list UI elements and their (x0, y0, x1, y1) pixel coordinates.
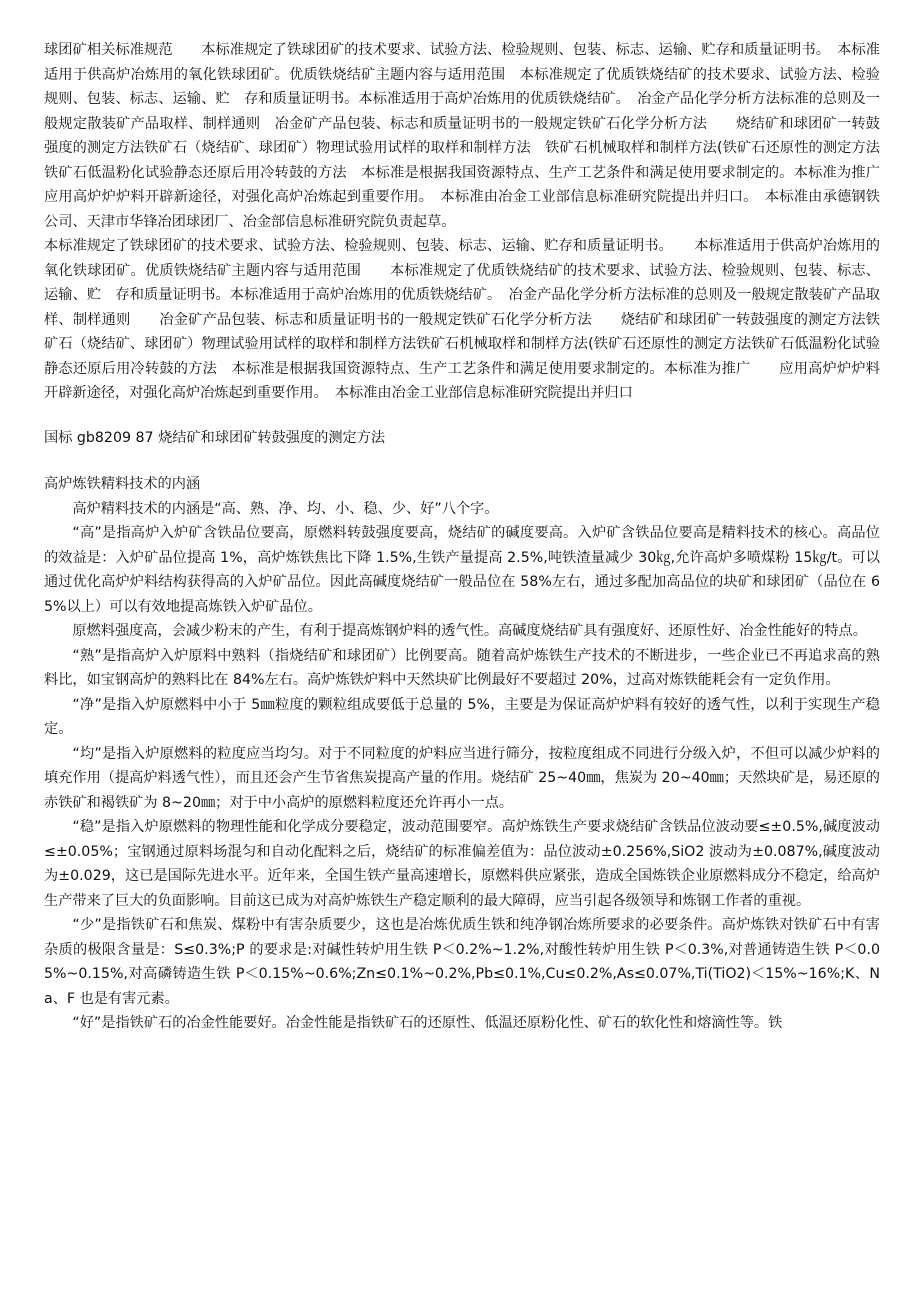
body-paragraph-shao: “少”是指铁矿石和焦炭、煤粉中有害杂质要少，这也是冶炼优质生铁和纯净钢冶炼所要求的必要条件。高炉炼铁对铁矿石中有害杂质的极限含量是：S≤0.3%;P 的要求是:对碱性转炉用生铁 P＜0.2%~1.2%,对酸性转炉用生铁 P＜0.3%,对普通铸造生铁 P＜0.05%~0.15%,对高磷铸造生铁 P＜0.15%~0.6%;Zn≤0.1%~0.2%,Pb≤0.1%,Cu≤0.2%,As≤0.07%,Ti(TiO2)＜15%~16%;K、Na、F 也是有害元素。 (44, 917, 880, 1007)
body-paragraph-gao: “高”是指高炉入炉矿含铁品位要高，原燃料转鼓强度要高，烧结矿的碱度要高。入炉矿含铁品位要高是精料技术的核心。高品位的效益是：入炉矿品位提高 1%，高炉炼铁焦比下降 1.5%,生铁产量提高 2.5%,吨铁渣量减少 30㎏,允许高炉多喷煤粉 15㎏/t。可以通过优化高炉炉料结构获得高的入炉矿品位。因此高碱度烧结矿一般品位在 58%左右，通过多配加高品位的块矿和球团矿（品位在 65%以上）可以有效地提高炼铁入炉矿品位。 (44, 525, 880, 615)
body-paragraph-jing: “净”是指入炉原燃料中小于 5㎜粒度的颗粒组成要低于总量的 5%，主要是为保证高炉炉料有较好的透气性，以利于实现生产稳定。 (44, 696, 880, 737)
body-paragraph-jun: “均”是指入炉原燃料的粒度应当均匀。对于不同粒度的炉料应当进行筛分，按粒度组成不同进行分级入炉，不但可以减少炉料的填充作用（提高炉料透气性），而且还会产生节省焦炭提高产量的作用。烧结矿 25~40㎜，焦炭为 20~40㎜；天然块矿是，易还原的赤铁矿和褐铁矿为 8~20㎜；对于中小高炉的原燃料粒度还允许再小一点。 (44, 745, 880, 811)
body-paragraph: 高炉精料技术的内涵是“高、熟、净、均、小、稳、少、好”八个字。 (72, 500, 499, 517)
body-paragraph-wen: “稳”是指入炉原燃料的物理性能和化学成分要稳定，波动范围要窄。高炉炼铁生产要求烧结矿含铁品位波动要≤±0.5%,碱度波动≤±0.05%；宝钢通过原料场混匀和自动化配料之后，烧结矿的标准偏差值为：品位波动±0.256%,SiO2 波动为±0.087%,碱度波动为±0.029，这已是国际先进水平。近年来，全国生铁产量高速增长，原燃料供应紧张，造成全国炼铁企业原燃料成分不稳定，给高炉生产带来了巨大的负面影响。目前这已成为对高炉炼铁生产稳定顺利的最大障碍，应当引起各级领导和炼钢工作者的重视。 (44, 819, 880, 909)
standards-paragraph-2: 本标准规定了铁球团矿的技术要求、试验方法、检验规则、包装、标志、运输、贮存和质量证明书。 本标准适用于供高炉冶炼用的氧化铁球团矿。优质铁烧结矿主题内容与适用范围 本标准规定了优质铁烧结矿的技术要求、试验方法、检验规则、包装、标志、运输、贮 存和质量证明书。本标准适用于高炉冶炼用的优质铁烧结矿。 冶金产品化学分析方法标准的总则及一般规定散装矿产品取样、制样通则 冶金矿产品包装、标志和质量证明书的一般规定铁矿石化学分析方法 烧结矿和球团矿一转鼓强度的测定方法铁矿石（烧结矿、球团矿）物理试验用试样的取样和制样方法铁矿石机械取样和制样方法(铁矿石还原性的测定方法铁矿石低温粉化试验静态还原后用冷转鼓的方法 本标准是根据我国资源特点、生产工艺条件和满足使用要求制定的。本标准为推广 应用高炉炉炉料开辟新途径，对强化高炉冶炼起到重要作用。 本标准由冶金工业部信息标准研究院提出并归口 (44, 238, 880, 401)
section-title-refined-material: 高炉炼铁精料技术的内涵 (44, 476, 201, 492)
standards-paragraph-1: 球团矿相关标准规范 本标准规定了铁球团矿的技术要求、试验方法、检验规则、包装、标志、运输、贮存和质量证明书。 本标准适用于供高炉冶炼用的氧化铁球团矿。优质铁烧结矿主题内容与适用范围 本标准规定了优质铁烧结矿的技术要求、试验方法、检验规则、包装、标志、运输、贮 存和质量证明书。本标准适用于高炉冶炼用的优质铁烧结矿。 冶金产品化学分析方法标准的总则及一般规定散装矿产品取样、制样通则 冶金矿产品包装、标志和质量证明书的一般规定铁矿石化学分析方法 烧结矿和球团矿一转鼓强度的测定方法铁矿石（烧结矿、球团矿）物理试验用试样的取样和制样方法 铁矿石机械取样和制样方法(铁矿石还原性的测定方法铁矿石低温粉化试验静态还原后用冷转鼓的方法 本标准是根据我国资源特点、生产工艺条件和满足使用要求制定的。本标准为推广 应用高炉炉炉料开辟新途径，对强化高炉冶炼起到重要作用。 本标准由冶金工业部信息标准研究院提出并归口。 本标准由承德钢铁公司、天津市华锋冶团球团厂、冶金部信息标准研究院负责起草。 (44, 42, 895, 230)
gb8209-title: 国标 gb8209 87 烧结矿和球团矿转鼓强度的测定方法 (44, 429, 386, 446)
body-paragraph-hao: “好”是指铁矿石的冶金性能要好。冶金性能是指铁矿石的还原性、低温还原粉化性、矿石的软化性和熔滴性等。铁 (72, 1015, 783, 1031)
body-paragraph-strength: 原燃料强度高，会减少粉末的产生，有利于提高炼钢炉料的透气性。高碱度烧结矿具有强度好、还原性好、冶金性能好的特点。 (72, 623, 867, 639)
body-paragraph-shu: “熟”是指高炉入炉原料中熟料（指烧结矿和球团矿）比例要高。随着高炉炼铁生产技术的不断进步，一些企业已不再追求高的熟料比，如宝钢高炉的熟料比在 84%左右。高炉炼铁炉料中天然块矿比例最好不要超过 20%，过高对炼铁能耗会有一定负作用。 (44, 647, 880, 688)
